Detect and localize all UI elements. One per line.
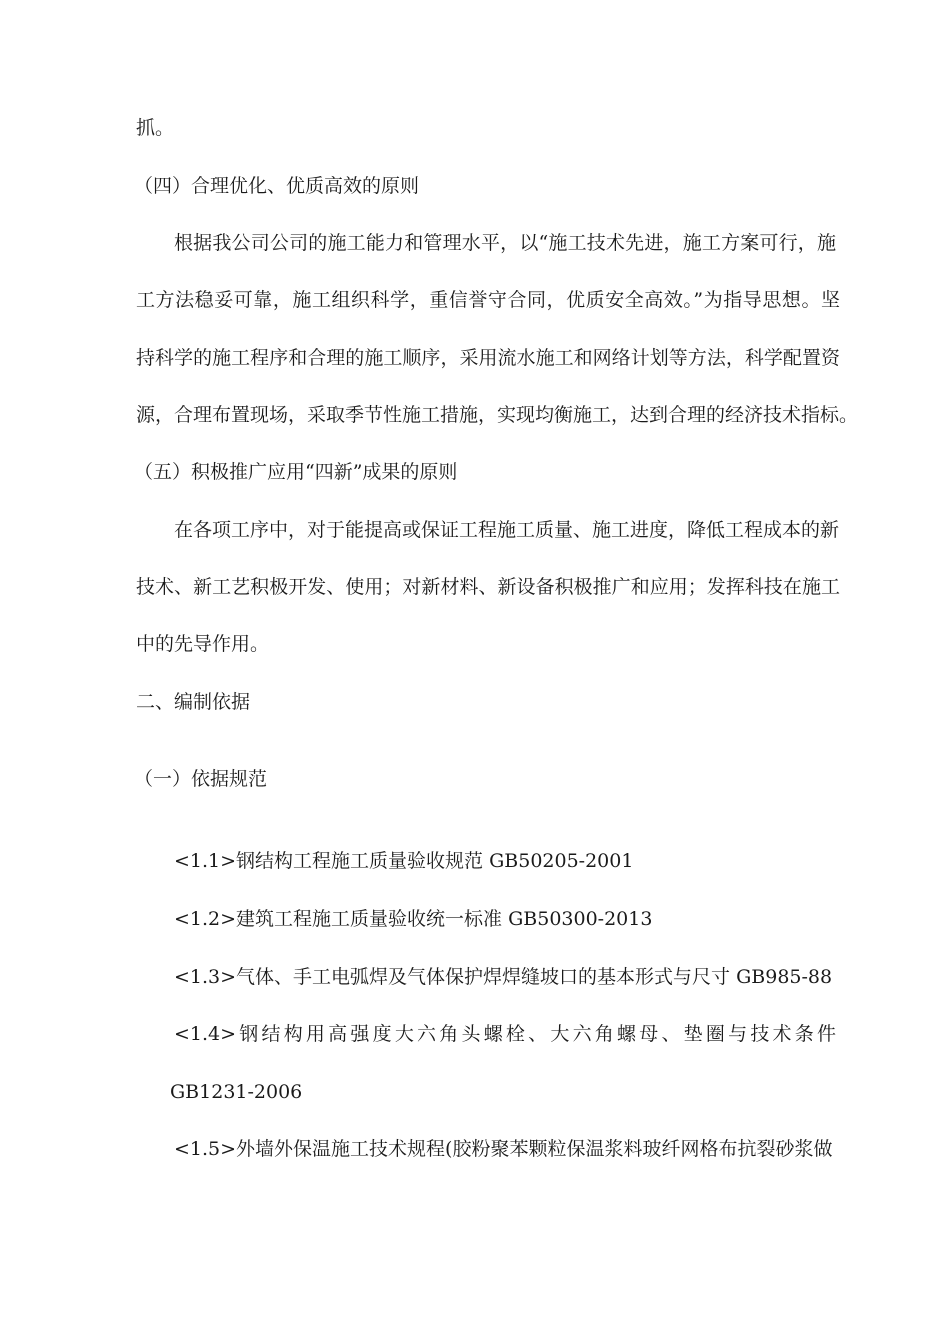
paragraph-line: 在各项工序中，对于能提高或保证工程施工质量、施工进度，降低工程成本的新 [174, 519, 840, 541]
reference-item-code: GB1231-2006 [170, 1081, 303, 1103]
paragraph-continuation: 抓。 [136, 117, 175, 139]
reference-item: <1.2>建筑工程施工质量验收统一标准 GB50300-2013 [174, 908, 653, 930]
paragraph-line: 中的先导作用。 [136, 633, 270, 655]
section-heading-five: （五）积极推广应用“四新”成果的原则 [134, 461, 458, 483]
subsection-heading: （一）依据规范 [134, 768, 268, 790]
reference-item: <1.5>外墙外保温施工技术规程(胶粉聚苯颗粒保温浆料玻纤网格布抗裂砂浆做 [174, 1138, 833, 1160]
paragraph-line: 技术、新工艺积极开发、使用；对新材料、新设备积极推广和应用；发挥科技在施工 [136, 576, 840, 598]
reference-item: <1.1>钢结构工程施工质量验收规范 GB50205-2001 [174, 850, 634, 872]
chapter-heading: 二、编制依据 [136, 691, 251, 713]
paragraph-line: 工方法稳妥可靠，施工组织科学，重信誉守合同，优质安全高效。”为指导思想。坚 [136, 289, 840, 311]
section-heading-four: （四）合理优化、优质高效的原则 [134, 175, 420, 197]
paragraph-line: 源，合理布置现场，采取季节性施工措施，实现均衡施工，达到合理的经济技术指标。 [136, 404, 859, 426]
reference-item: <1.4>钢结构用高强度大六角头螺栓、大六角螺母、垫圈与技术条件 [174, 1023, 836, 1045]
reference-item: <1.3>气体、手工电弧焊及气体保护焊焊缝坡口的基本形式与尺寸 GB985-88 [174, 966, 833, 988]
paragraph-line: 持科学的施工程序和合理的施工顺序，采用流水施工和网络计划等方法，科学配置资 [136, 347, 840, 369]
paragraph-line: 根据我公司公司的施工能力和管理水平，以“施工技术先进，施工方案可行，施 [174, 232, 836, 254]
